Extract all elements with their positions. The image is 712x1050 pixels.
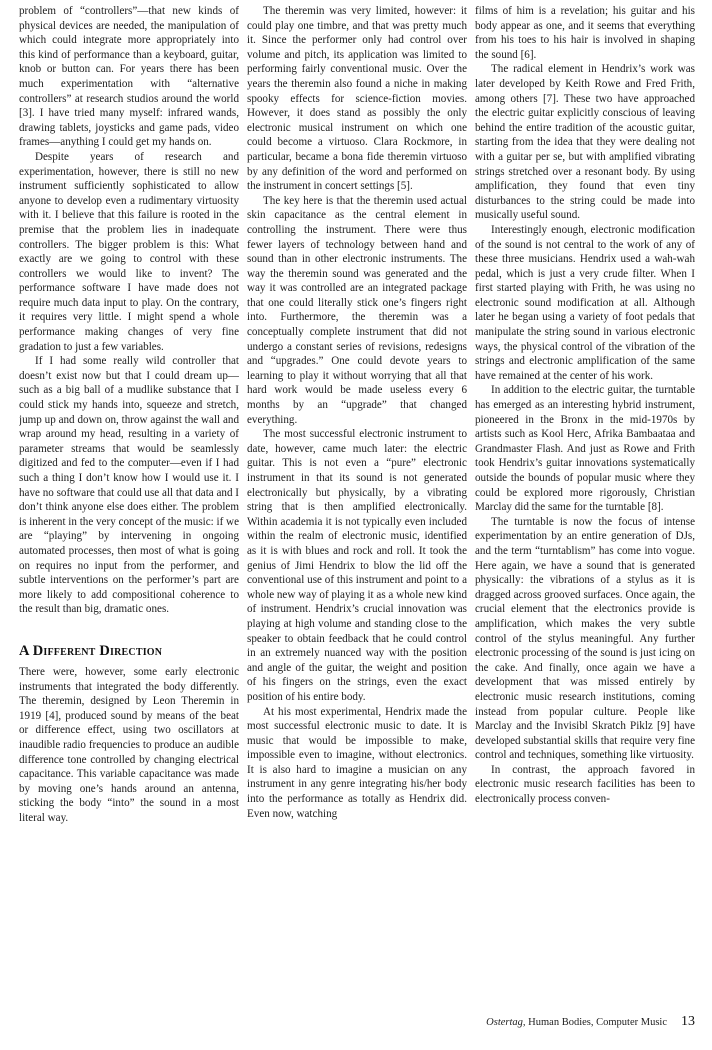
paragraph: The key here is that the theremin used actual skin capacitance as the central element in controlling the instrument. There were thus fewer layers of technology between hand and sound than in other electronic instruments. The way the theremin sound was generated and the way it was controlled are an integrated package that one could literally stick one’s fingers right into. Furthermore, the theremin was a conceptually complete instrument that did not undergo a constant series of revisions, redesigns and “upgrades.” One could devote years to learning to play it without worrying that all that hard work would be made useless every 6 months by an “upgrade” that changed everything. [247,194,467,426]
column-right [475,4,695,1000]
paragraph: In contrast, the approach favored in electronic music research facilities has been to electronically process conven- [475,763,695,806]
page-footer [0,1014,695,1034]
paragraph: In addition to the electric guitar, the turntable has emerged as an interesting hybrid instrument, pioneered in the Bronx in the mid-1970s by artists such as Kool Herc, Afrika Bambaataa and Grandmaster Flash. And just as Rowe and Frith took Hendrix’s guitar innovations systematically outside the bounds of popular music where they could be explored more rigorously, Christian Marclay did the same for the turntable [8]. [475,384,695,514]
running-footer-title: Human Bodies, Computer Music [525,1017,667,1028]
column-middle [247,4,467,1000]
paragraph: The turntable is now the focus of intense experimentation by an entire generation of DJs, and the term “turntablism” has come into vogue. Here again, we have a sound that is generated physically: the vibrations of a stylus as it is dragged across grooved surfaces. Once again, the crucial element that the electronics provide is amplification, which makes the very subtle control of the stylus meaningful. Any further electronic processing of the sound is just icing on the cake. And finally, once again we have a development that was missed entirely by electronic music research institutions, coming instead from popular culture. People like Marclay and the Invisibl Skratch Piklz [9] have developed substantial skills that require very fine control and techniques, something like virtuosity. [475,515,695,762]
paragraph: At his most experimental, Hendrix made the most successful electronic music to date. It is music that would be impossible to make, impossible even to imagine, without electronics. It is also hard to imagine a musician on any instrument in any genre integrating his/her body into the performance as totally as Hendrix did. Even now, watching [247,705,467,820]
page-number: 13 [681,1014,695,1029]
paragraph: problem of “controllers”—that new kinds of physical devices are needed, the manipulation of which could integrate more appropriately into this kind of performance than a keyboard, guitar, knob or button can. For years there has been much experimentation with “alternative controllers” at research studios around the world [3]. I have tried many myself: infrared wands, drawing tablets, joysticks and game pads, video frames—anything I could get my hands on. [19,5,239,149]
paragraph: Despite years of research and experimentation, however, there is still no new instrument sufficiently sophisticated to allow anyone to develop even a rudimentary virtuosity with it. I believe that this failure is rooted in the premise that the problem lies in inadequate controllers. The bigger problem is this: What exactly are we going to control with these controllers we would like to invent? The performance software I have made does not require much data input to play. On the contrary, it requires very little. I might spend a whole performance making changes of very fine gradation to just a few variables. [19,150,239,353]
paragraph: The most successful electronic instrument to date, however, came much later: the electric guitar. This is not even a “pure” electronic instrument in that its sound is not generated electronically but physically, by a vibrating string that is then amplified electronically. Within academia it is not typically even included within the realm of electronic music, identified as it is with blues and rock and roll. It took the genius of Jimi Hendrix to blow the lid off the conventional use of this instrument and point to a whole new way of playing it as a whole new kind of instrument. Hendrix’s crucial innovation was playing at high volume and standing close to the speaker to obtain feedback that he could control in an extremely nuanced way with the position and angle of the guitar, the weight and position of his fingers on the strings, even the exact position of his entire body. [247,428,467,703]
paragraph: If I had some really wild controller that doesn’t exist now but that I could dream up—such as a big ball of a mudlike substance that I could stick my hands into, squeeze and stretch, jump up and down on, throw against the wall and wrap around my head, resulting in a variety of parameter streams that would be seamlessly digitized and fed to the computer—even if I had such a thing I don’t know how I would use it. I have no software that could use all that data and I don’t think anyone else does either. The problem is inherent in the very concept of the music: if we are “playing” by intervening in ongoing automated processes, then most of what is going on requires no input from the performer, and subtle interventions on the performer’s part are more likely to add compositional coherence to the result than big, dramatic ones. [19,355,239,616]
running-footer [486,1017,667,1028]
paragraph: The theremin was very limited, however: it could play one timbre, and that was pretty much it. Since the performer only had control over volume and pitch, its application was limited to performing fairly conventional music. Over the years the theremin also found a niche in making spooky effects for science-fiction movies. However, it does stand as possibly the only electronic musical instrument on which one could become a virtuoso. Clara Rockmore, in particular, became a bona fide theremin virtuoso by any definition of the word and performed on the instrument in concert settings [5]. [247,5,467,193]
paragraph: films of him is a revelation; his guitar and his body appear as one, and it seems that everything from his toes to his hair is involved in shaping the sound [6]. [475,5,695,61]
column-left [19,4,239,1000]
running-footer-author: Ostertag, [486,1017,526,1028]
section-heading: A Different Direction [19,642,163,659]
paragraph: Interestingly enough, electronic modification of the sound is not central to the work of any of these three musicians. Hendrix used a wah-wah pedal, which is just a very crude filter. When I first started playing with Frith, he was using no electronic sound modification at all. Although later he began using a variety of foot pedals that manipulate the string sound in various electronic ways, the physical control of the vibration of the strings and electronic amplification of the same have remained at the center of his work. [475,223,695,382]
paragraph: The radical element in Hendrix’s work was later developed by Keith Rowe and Fred Frith, among others [7]. These two have approached the electric guitar explicitly conscious of leaving behind the entire tradition of the acoustic guitar, starting from the idea that they were dealing not with a guitar per se, but with amplified vibrating strings stretched over a resonant body. By using amplification, they found that even tiny disturbances to the string could be made into musically useful sound. [475,63,695,222]
text-columns [19,4,695,1000]
paragraph: There were, however, some early electronic instruments that integrated the body differently. The theremin, designed by Leon Theremin in 1919 [4], produced sound by means of the beat or difference effect, using two oscillators at inaudible radio frequencies to produce an audible difference tone controlled by changing electrical capacitance. This variable capacitance was made by moving one’s hands around an antenna, sticking the body “into” the sound in a most literal way. [19,665,239,824]
